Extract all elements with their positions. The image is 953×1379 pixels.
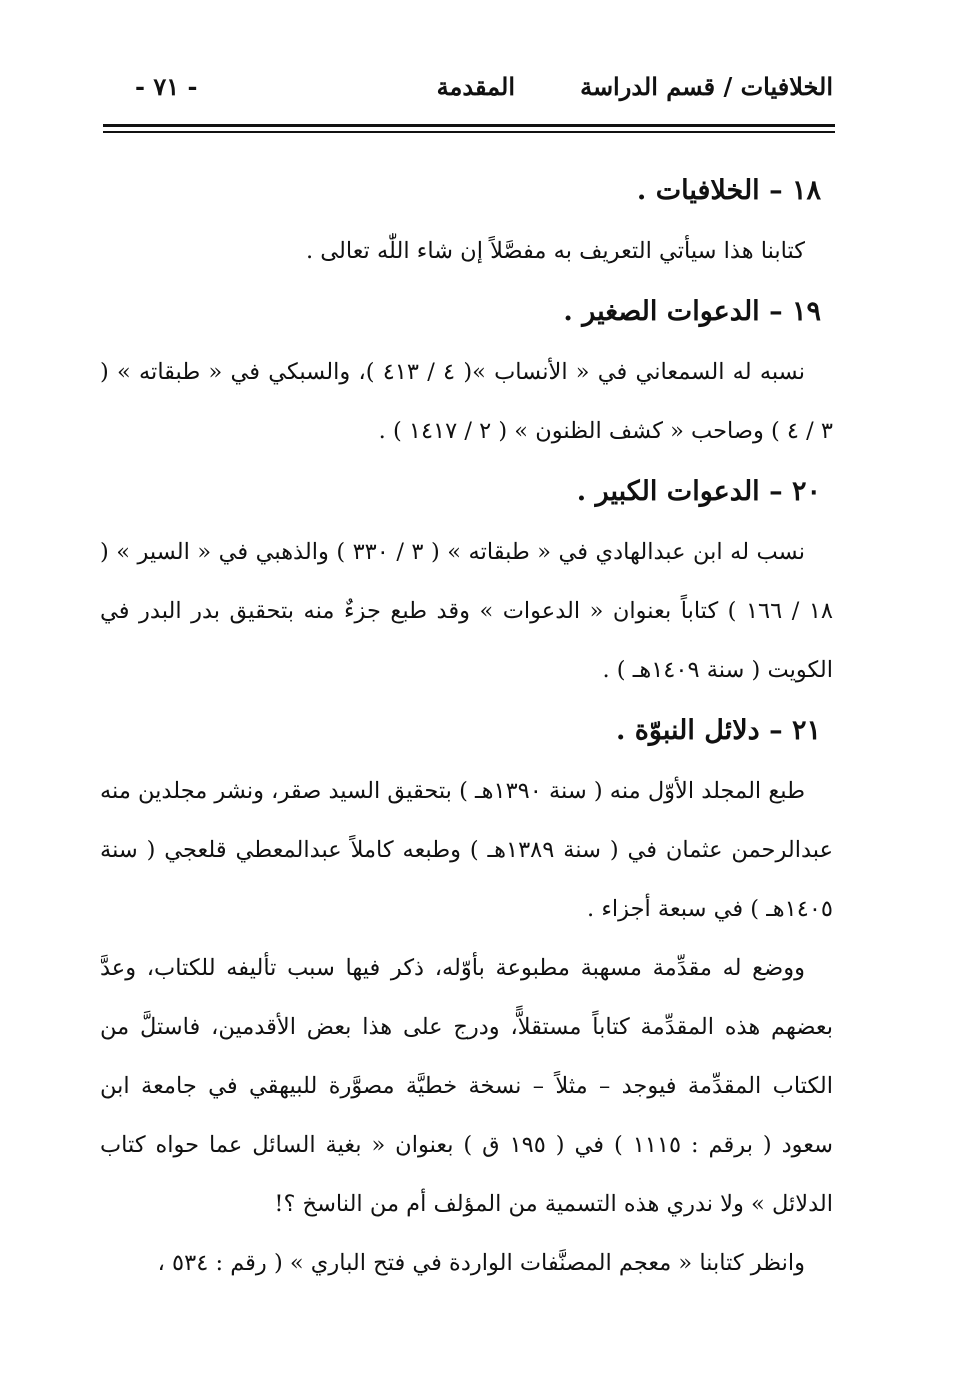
page-header	[105, 68, 833, 112]
header-rule-thin	[103, 131, 835, 133]
entry-title: ٢١ – دلائل النبوّة .	[615, 715, 821, 746]
entry-20	[100, 461, 833, 700]
entry-paragraph: ووضع له مقدِّمة مسهبة مطبوعة بأوّله، ذكر فيها سبب تأليفه للكتاب، وعدَّ بعضهم هذه المقدِّمة كتاباً مستقلاًّ، ودرج على هذا بعض الأقدمين، فاستلَّ من الكتاب المقدِّمة فيوجد – مثلاً – نسخة خطيَّة مصوَّرة للبيهقي في جامعة ابن سعود ( برقم : ١١١٥ ) في ( ١٩٥ ق ) بعنوان « بغية السائل عما حواه كتاب الدلائل » ولا ندري هذه التسمية من المؤلف أم من الناسخ ؟!	[100, 955, 833, 1217]
running-title: الخلافيات / قسم الدراسة	[580, 72, 833, 101]
entry-paragraph: نسبه له السمعاني في « الأنساب »( ٤ / ٤١٣ )، والسبكي في « طبقاته » ( ٣ / ٤ ) وصاحب « كشف الظنون » ( ٢ / ١٤١٧ ) .	[100, 359, 833, 444]
entry-title: ١٩ – الدعوات الصغير .	[563, 296, 821, 327]
entry-21	[100, 700, 833, 1293]
entry-paragraph: نسب له ابن عبدالهادي في « طبقاته » ( ٣ / ٣٣٠ ) والذهبي في « السير » ( ١٨ / ١٦٦ ) كتاباً بعنوان « الدعوات » وقد طبع جزءٌ منه بتحقيق بدر البدر في الكويت ( سنة ١٤٠٩هـ ) .	[100, 539, 833, 683]
page-number: - ٧١ -	[135, 72, 198, 101]
entry-title: ١٨ – الخلافيات .	[636, 175, 821, 206]
entry-paragraph: كتابنا هذا سيأتي التعريف به مفصَّلاً إن شاء اللّٰه تعالى .	[305, 238, 805, 264]
entry-18	[100, 160, 833, 281]
entry-paragraph: طبع المجلد الأوّل منه ( سنة ١٣٩٠هـ ) بتحقيق السيد صقر، ونشر مجلدين منه عبدالرحمن عثمان في ( سنة ١٣٨٩هـ ) وطبعه كاملاً عبدالمعطي قلعجي ( سنة ١٤٠٥هـ ) في سبعة أجزاء .	[99, 778, 833, 922]
entry-paragraph: وانظر كتابنا « معجم المصنَّفات الواردة في فتح الباري » ( رقم : ٥٣٤ ،	[157, 1250, 805, 1276]
page-body	[100, 160, 833, 1293]
section-title: المقدمة	[436, 72, 515, 101]
entry-title: ٢٠ – الدعوات الكبير .	[576, 476, 821, 507]
entry-19	[100, 281, 833, 461]
header-rule-thick	[103, 124, 835, 127]
